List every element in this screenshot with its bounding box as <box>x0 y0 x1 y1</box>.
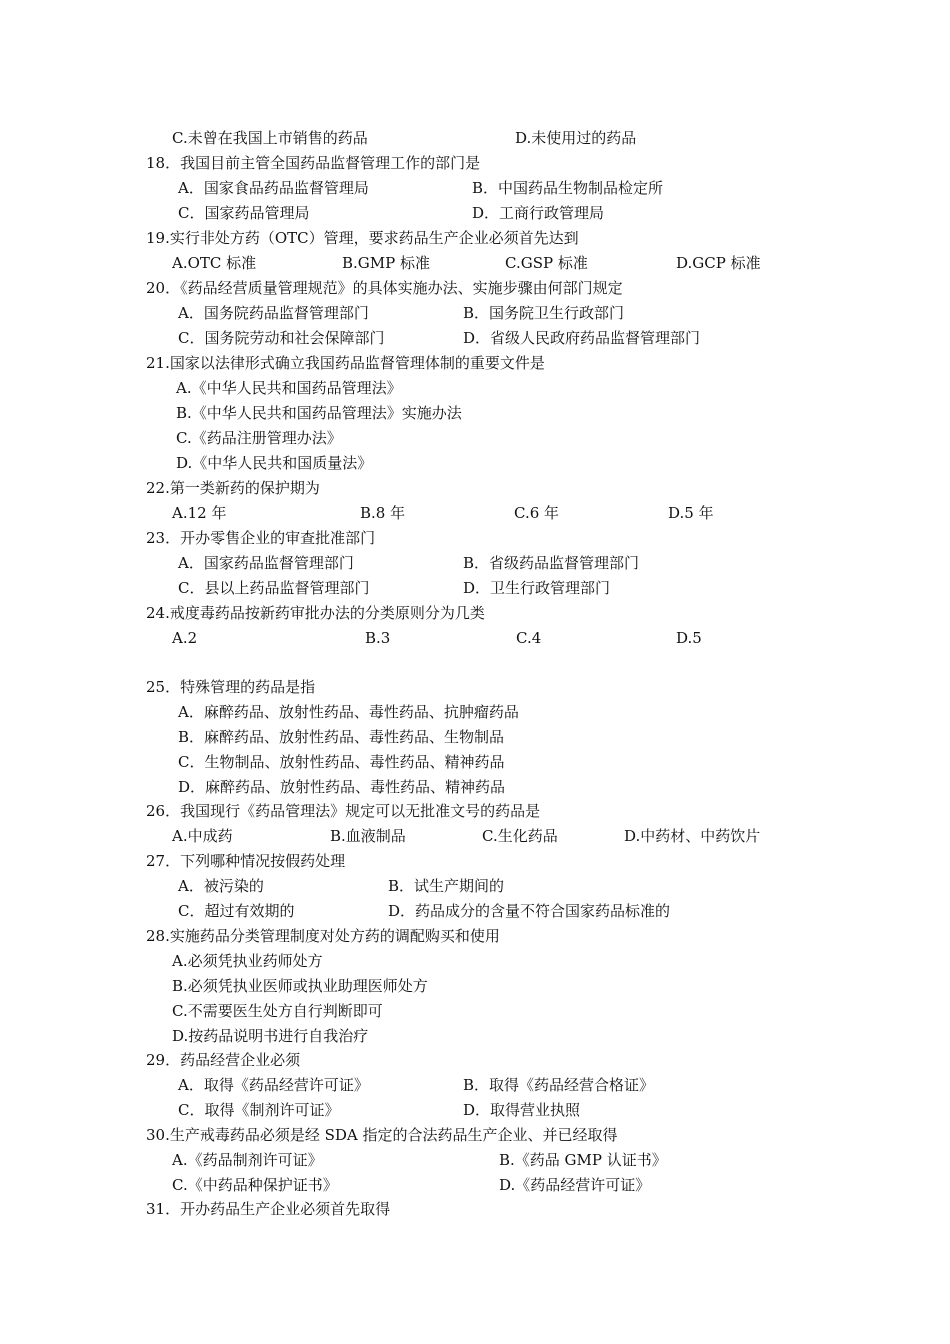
option-d: D．省级人民政府药品监督管理部门 <box>463 329 701 347</box>
question-31-stem: 31．开办药品生产企业必须首先取得 <box>146 1200 391 1218</box>
option-d: D.中药材、中药饮片 <box>624 827 761 845</box>
option-c: C.GSP 标准 <box>505 254 588 272</box>
option-b: B．省级药品监督管理部门 <box>463 554 640 572</box>
option-d: D．卫生行政管理部门 <box>463 579 611 597</box>
option-b: B．取得《药品经营合格证》 <box>463 1076 655 1094</box>
option-d: D.《药品经营许可证》 <box>499 1176 651 1194</box>
option-b: B.《中华人民共和国药品管理法》实施办法 <box>176 404 462 422</box>
option-d: D．工商行政管理局 <box>472 204 605 222</box>
question-30-stem: 30.生产戒毒药品必须是经 SDA 指定的合法药品生产企业、并已经取得 <box>146 1126 618 1144</box>
option-c: C.《中药品种保护证书》 <box>172 1176 338 1194</box>
option-c: C．县以上药品监督管理部门 <box>178 579 370 597</box>
question-28-stem: 28.实施药品分类管理制度对处方药的调配购买和使用 <box>146 927 500 945</box>
option-d: D.按药品说明书进行自我治疗 <box>172 1027 369 1045</box>
question-19-stem: 19.实行非处方药（OTC）管理，要求药品生产企业必须首先达到 <box>146 229 579 247</box>
option-b: B．麻醉药品、放射性药品、毒性药品、生物制品 <box>178 728 505 746</box>
option-a: A.必须凭执业药师处方 <box>172 952 323 970</box>
option-b: B.3 <box>365 629 391 647</box>
option-a: A.《药品制剂许可证》 <box>172 1151 323 1169</box>
question-24-stem: 24.戒度毒药品按新药审批办法的分类原则分为几类 <box>146 604 485 622</box>
option-c: C.生化药品 <box>482 827 558 845</box>
option-d: D．取得营业执照 <box>463 1101 581 1119</box>
option-c: C.《药品注册管理办法》 <box>176 429 342 447</box>
option-c: C.不需要医生处方自行判断即可 <box>172 1002 383 1020</box>
option-d: D.5 <box>676 629 702 647</box>
option-b: B.《药品 GMP 认证书》 <box>499 1151 667 1169</box>
question-22-stem: 22.第一类新药的保护期为 <box>146 479 320 497</box>
option-b: B.血液制品 <box>330 827 406 845</box>
option-a: A．国务院药品监督管理部门 <box>178 304 369 322</box>
option-c: C.未曾在我国上市销售的药品 <box>172 129 368 147</box>
option-a: A.OTC 标准 <box>172 254 257 272</box>
option-d: D.《中华人民共和国质量法》 <box>176 454 373 472</box>
question-26-stem: 26．我国现行《药品管理法》规定可以无批准文号的药品是 <box>146 802 541 820</box>
option-d: D.未使用过的药品 <box>515 129 637 147</box>
option-a: A．被污染的 <box>178 877 264 895</box>
option-b: B．试生产期间的 <box>388 877 505 895</box>
option-d: D．麻醉药品、放射性药品、毒性药品、精神药品 <box>178 778 506 796</box>
option-a: A．取得《药品经营许可证》 <box>178 1076 369 1094</box>
option-c: C．生物制品、放射性药品、毒性药品、精神药品 <box>178 753 505 771</box>
option-c: C．国务院劳动和社会保障部门 <box>178 329 385 347</box>
question-18-stem: 18．我国目前主管全国药品监督管理工作的部门是 <box>146 154 481 172</box>
question-27-stem: 27．下列哪种情况按假药处理 <box>146 852 346 870</box>
option-d: D．药品成分的含量不符合国家药品标准的 <box>388 902 671 920</box>
option-c: C.6 年 <box>514 504 560 522</box>
question-21-stem: 21.国家以法律形式确立我国药品监督管理体制的重要文件是 <box>146 354 545 372</box>
option-c: C.4 <box>516 629 542 647</box>
option-a: A.中成药 <box>172 827 233 845</box>
option-c: C．超过有效期的 <box>178 902 295 920</box>
option-b: B.8 年 <box>360 504 406 522</box>
option-a: A.12 年 <box>172 504 227 522</box>
option-b: B.GMP 标准 <box>342 254 430 272</box>
option-b: B.必须凭执业医师或执业助理医师处方 <box>172 977 428 995</box>
option-d: D.GCP 标准 <box>676 254 761 272</box>
question-20-stem: 20．《药品经营质量管理规范》的具体实施办法、实施步骤由何部门规定 <box>146 279 623 297</box>
question-25-stem: 25．特殊管理的药品是指 <box>146 678 316 696</box>
option-a: A．国家食品药品监督管理局 <box>178 179 369 197</box>
question-29-stem: 29．药品经营企业必须 <box>146 1051 301 1069</box>
option-a: A．麻醉药品、放射性药品、毒性药品、抗肿瘤药品 <box>178 703 519 721</box>
option-a: A.2 <box>172 629 198 647</box>
option-c: C．取得《制剂许可证》 <box>178 1101 340 1119</box>
option-b: B．国务院卫生行政部门 <box>463 304 625 322</box>
question-23-stem: 23．开办零售企业的审查批准部门 <box>146 529 376 547</box>
option-b: B．中国药品生物制品检定所 <box>472 179 664 197</box>
option-d: D.5 年 <box>668 504 714 522</box>
option-c: C．国家药品管理局 <box>178 204 310 222</box>
option-a: A．国家药品监督管理部门 <box>178 554 354 572</box>
option-a: A.《中华人民共和国药品管理法》 <box>176 379 402 397</box>
